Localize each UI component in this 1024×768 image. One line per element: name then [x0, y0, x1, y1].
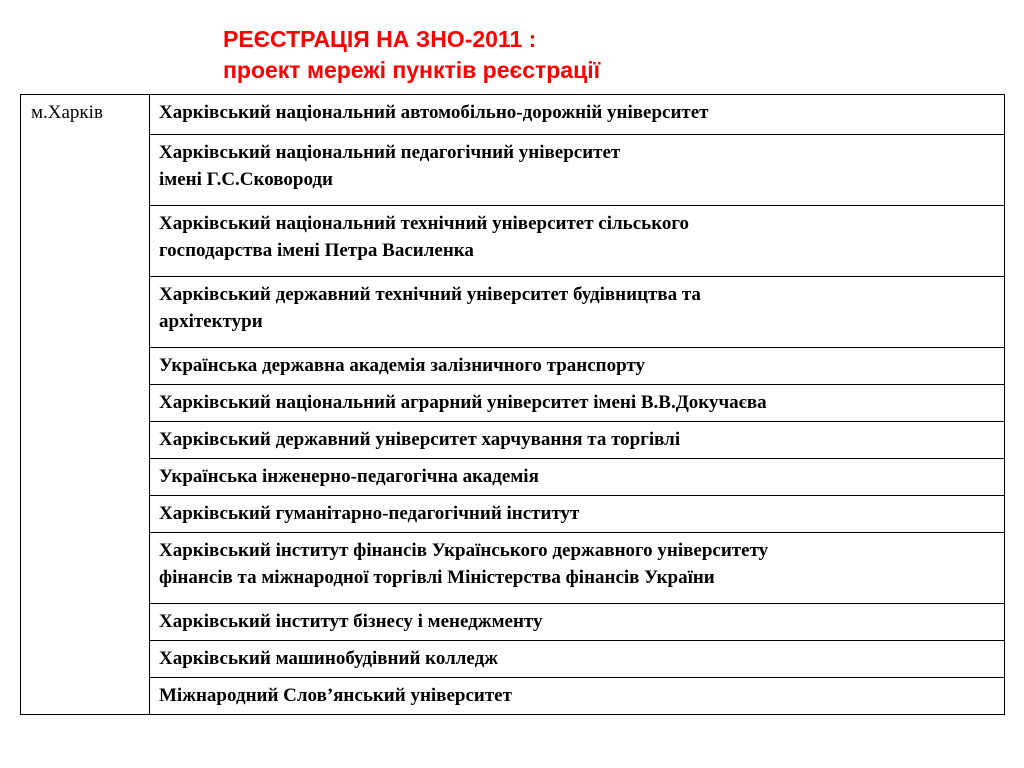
- table-row: [21, 533, 1005, 604]
- university-cell: [150, 277, 1005, 348]
- university-line: Харківський машинобудівний колледж: [159, 648, 498, 669]
- university-cell: [150, 422, 1005, 459]
- table-row: [21, 348, 1005, 385]
- university-cell: [150, 641, 1005, 678]
- table-row: [21, 422, 1005, 459]
- table-row: [21, 206, 1005, 277]
- university-line: Харківський національний педагогічний університет: [159, 142, 621, 163]
- university-line: Харківський гуманітарно-педагогічний інститут: [159, 503, 580, 524]
- university-line: господарства імені Петра Василенка: [159, 240, 474, 261]
- city-cell: м.Харків: [21, 95, 150, 715]
- university-cell: [150, 496, 1005, 533]
- table-row: [21, 496, 1005, 533]
- table-row: [21, 641, 1005, 678]
- university-cell: [150, 459, 1005, 496]
- registration-points-table: [20, 94, 1005, 715]
- slide-title: [223, 24, 600, 86]
- university-line: Українська інженерно-педагогічна академія: [159, 466, 539, 487]
- university-line: Харківський державний університет харчування та торгівлі: [159, 429, 681, 450]
- table-row: [21, 277, 1005, 348]
- table-row: [21, 604, 1005, 641]
- university-line: Харківський інститут фінансів Українського державного університету: [159, 540, 769, 561]
- university-cell: [150, 95, 1005, 135]
- university-cell: [150, 385, 1005, 422]
- university-cell: [150, 206, 1005, 277]
- table-row: [21, 459, 1005, 496]
- university-line: архітектури: [159, 311, 263, 332]
- university-cell: [150, 604, 1005, 641]
- university-line: Харківський національний технічний університет сільського: [159, 213, 690, 234]
- table-row: [21, 135, 1005, 206]
- university-cell: [150, 533, 1005, 604]
- university-line: імені Г.С.Сковороди: [159, 169, 333, 190]
- university-line: Міжнародний Слов’янський університет: [159, 685, 512, 706]
- university-line: Харківський інститут бізнесу і менеджменту: [159, 611, 543, 632]
- title-line-2: проект мережі пунктів реєстрації: [223, 57, 601, 83]
- table-row: [21, 385, 1005, 422]
- table-row: [21, 678, 1005, 715]
- university-cell: [150, 135, 1005, 206]
- table-row: [21, 95, 1005, 135]
- university-line: фінансів та міжнародної торгівлі Міністерства фінансів України: [159, 567, 715, 588]
- title-line-1: РЕЄСТРАЦІЯ НА ЗНО-2011 :: [223, 26, 537, 52]
- university-line: Харківський державний технічний університет будівництва та: [159, 284, 701, 305]
- university-cell: [150, 678, 1005, 715]
- university-line: Харківський національний автомобільно-дорожній університет: [159, 102, 709, 123]
- university-line: Харківський національний аграрний університет імені В.В.Докучаєва: [159, 392, 767, 413]
- university-cell: [150, 348, 1005, 385]
- university-line: Українська державна академія залізничного транспорту: [159, 355, 646, 376]
